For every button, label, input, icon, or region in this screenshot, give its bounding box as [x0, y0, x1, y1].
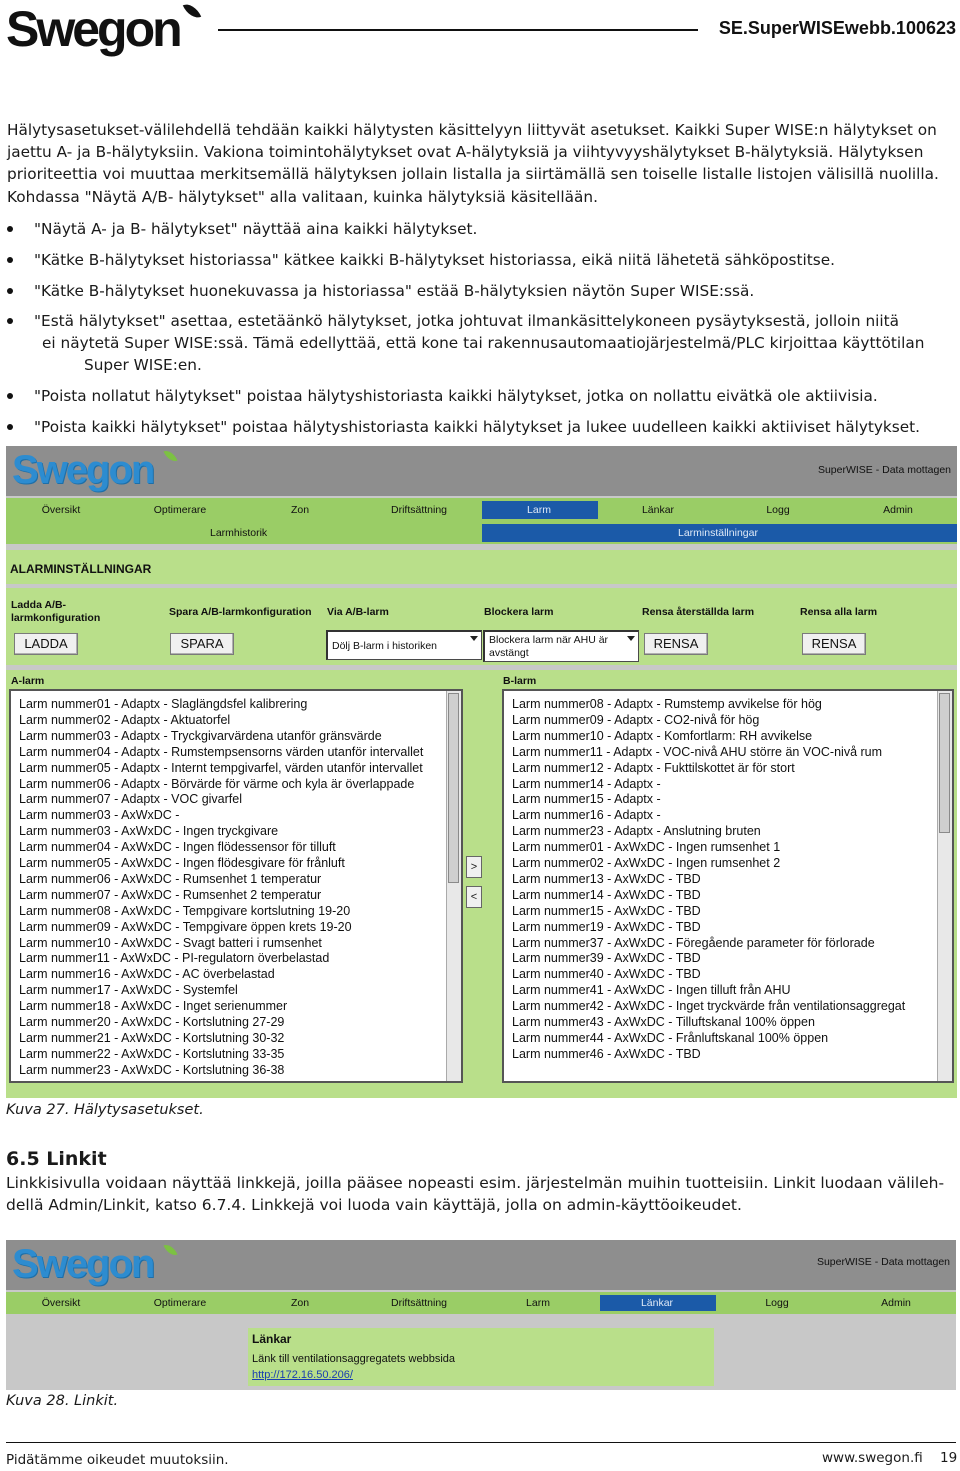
clear-all-button[interactable]: RENSA — [802, 633, 866, 655]
b-list-scrollbar[interactable] — [937, 691, 952, 1081]
figure-caption: Kuva 27. Hälytysasetukset. — [6, 1102, 204, 1118]
alarm-list-item[interactable]: Larm nummer03 - AxWxDC - Ingen tryckgivare — [19, 824, 279, 839]
load-button[interactable]: LADDA — [14, 633, 78, 655]
alarm-list-item[interactable]: Larm nummer40 - AxWxDC - TBD — [512, 967, 701, 982]
chevron-down-icon — [627, 636, 635, 641]
nav-larm[interactable]: Larm — [526, 1297, 550, 1309]
bullet-text: "Kätke B-hälytykset huonekuvassa ja historiassa" estää B-hälytyksien näytön Super WISE:ssä. — [34, 282, 755, 300]
via-ab-label: Via A/B-larm — [327, 606, 389, 618]
alarm-list-item[interactable]: Larm nummer19 - AxWxDC - TBD — [512, 919, 701, 934]
block-alarm-label: Blockera larm — [484, 606, 554, 618]
footer-disclaimer: Pidätämme oikeudet muutoksiin. — [6, 1452, 229, 1468]
alarm-list-item[interactable]: Larm nummer41 - AxWxDC - Ingen tilluft från AHU — [512, 983, 791, 998]
nav-optimerare[interactable]: Optimerare — [153, 504, 207, 516]
alarm-list-item[interactable]: Larm nummer23 - Adaptx - Anslutning bruten — [512, 824, 761, 839]
section-line: dellä Admin/Linkit, katso 6.7.4. Linkkejä voi luoda vain käyttäjä, jolla on admin-käyttöoikeudet. — [6, 1196, 742, 1215]
alarm-list-item[interactable]: Larm nummer37 - AxWxDC - Föregående parameter för förlorade — [512, 935, 875, 950]
a-list-label: A-larm — [11, 675, 45, 687]
alarm-list-item[interactable]: Larm nummer43 - AxWxDC - Tilluftskanal 100% öppen — [512, 1015, 815, 1029]
alarm-list-item[interactable]: Larm nummer23 - AxWxDC - Kortslutning 36-38 — [19, 1062, 285, 1077]
bullet-dot — [7, 257, 13, 263]
intro-line: Kohdassa "Näytä A/B- hälytykset" alla valitaan, kuinka hälytyksiä käsitellään. — [7, 187, 598, 206]
a-alarm-list[interactable] — [9, 689, 463, 1083]
section-heading: 6.5 Linkit — [6, 1148, 107, 1170]
clear-all-label: Rensa alla larm — [800, 606, 878, 618]
link-description: Länk till ventilationsaggregatets webbsida — [252, 1353, 456, 1365]
reset-restored-button[interactable]: RENSA — [644, 633, 708, 655]
nav-oversikt[interactable]: Översikt — [41, 1297, 81, 1309]
bullet-dot — [7, 226, 13, 232]
bullet-text: "Estä hälytykset" asettaa, estetäänkö hälytykset, jotka johtuvat ilmankäsittelykoneen pysäytyksestä, jolloin niitä — [34, 312, 900, 330]
screenshot-links — [6, 1240, 956, 1390]
links-box — [248, 1328, 714, 1386]
nav-optimerare[interactable]: Optimerare — [153, 1297, 207, 1309]
app-logo: Swegon — [12, 448, 154, 492]
alarm-list-item[interactable]: Larm nummer15 - Adaptx - — [512, 792, 661, 807]
alarm-list-item[interactable]: Larm nummer02 - AxWxDC - Ingen rumsenhet 2 — [512, 856, 781, 870]
a-list-scrollbar[interactable] — [446, 691, 461, 1081]
link-url[interactable]: http://172.16.50.206/ — [252, 1369, 353, 1381]
bullet-text: "Kätke B-hälytykset historiassa" kätkee kaikki B-hälytykset historiassa, eikä niitä lähetetä sähköpostitse. — [34, 251, 835, 269]
main-nav — [6, 498, 957, 522]
save-button[interactable]: SPARA — [170, 633, 234, 655]
intro-line: prioriteettia voi muuttaa merkitsemällä hälytyksen jollain listalla ja siirtämällä sen toiselle listalle listojen välisillä nuolilla. — [7, 165, 939, 184]
alarm-list-item[interactable]: Larm nummer15 - AxWxDC - TBD — [512, 903, 701, 918]
alarm-list-item[interactable]: Larm nummer04 - AxWxDC - Ingen flödessensor för tilluft — [19, 840, 336, 855]
section-title: ALARMINSTÄLLNINGAR — [10, 562, 152, 576]
save-config-label: Spara A/B-larmkonfiguration — [169, 606, 312, 618]
alarm-list-item[interactable]: Larm nummer04 - Adaptx - Rumstempsensorns värden utanför intervallet — [19, 744, 424, 759]
alarm-list-item[interactable]: Larm nummer03 - Adaptx - Tryckgivarvärdena utanför gränsvärde — [19, 728, 382, 743]
alarm-list-item[interactable]: Larm nummer06 - Adaptx - Börvärde för värme och kyla är överlappade — [19, 776, 415, 791]
alarm-list-item[interactable]: Larm nummer17 - AxWxDC - Systemfel — [19, 983, 238, 998]
alarm-list-item[interactable]: Larm nummer20 - AxWxDC - Kortslutning 27-29 — [19, 1015, 285, 1029]
bullet-dot — [7, 424, 13, 430]
alarm-list-item[interactable]: Larm nummer05 - AxWxDC - Ingen flödesgivare för frånluft — [19, 856, 345, 870]
alarm-list-item[interactable]: Larm nummer06 - AxWxDC - Rumsenhet 1 temperatur — [19, 871, 322, 886]
nav-driftsattning[interactable]: Driftsättning — [390, 504, 448, 516]
app-logo: Swegon — [12, 1242, 154, 1286]
alarm-list-item[interactable]: Larm nummer44 - AxWxDC - Frånluftskanal 100% öppen — [512, 1030, 829, 1045]
screenshot-alarm-settings — [6, 446, 957, 1098]
nav-oversikt[interactable]: Översikt — [41, 504, 81, 516]
subnav-larmhistorik[interactable]: Larmhistorik — [210, 527, 268, 539]
section-paragraph — [6, 1172, 944, 1216]
alarm-list-item[interactable]: Larm nummer01 - Adaptx - Slaglängdsfel kalibrering — [19, 697, 308, 711]
alarm-list-item[interactable]: Larm nummer07 - AxWxDC - Rumsenhet 2 temperatur — [19, 887, 322, 902]
a-list-scroll-thumb[interactable] — [448, 693, 459, 883]
move-left-button[interactable]: < — [466, 886, 482, 908]
alarm-list-item[interactable]: Larm nummer09 - Adaptx - CO2-nivå för hög — [512, 712, 760, 727]
figure-caption: Kuva 28. Linkit. — [6, 1393, 119, 1409]
alarm-list-item[interactable]: Larm nummer01 - AxWxDC - Ingen rumsenhet 1 — [512, 840, 781, 855]
main-nav — [6, 1292, 956, 1314]
alarm-list-item[interactable]: Larm nummer08 - AxWxDC - Tempgivare kortslutning 19-20 — [19, 903, 351, 918]
alarm-list-item[interactable]: Larm nummer11 - AxWxDC - PI-regulatorn överbelastad — [19, 951, 330, 966]
section-line: Linkkisivulla voidaan näyttää linkkejä, joilla pääsee nopeasti esim. järjestelmän muihin tuotteisiin. Linkit luodaan välileh- — [6, 1174, 945, 1192]
footer-website[interactable]: www.swegon.fi — [822, 1450, 923, 1466]
app-status-title: SuperWISE - Data mottagen — [817, 464, 951, 476]
app-banner — [6, 1240, 956, 1290]
app-logo-leaf-icon — [163, 1242, 177, 1258]
section-header — [6, 550, 957, 584]
alarm-list-item[interactable]: Larm nummer03 - AxWxDC - — [19, 808, 180, 823]
page-number: 19 — [940, 1450, 958, 1466]
alarm-list-item[interactable]: Larm nummer22 - AxWxDC - Kortslutning 33-35 — [19, 1046, 285, 1061]
alarm-list-item[interactable]: Larm nummer16 - Adaptx - — [512, 808, 661, 823]
nav-zon[interactable]: Zon — [290, 1297, 310, 1309]
intro-line: Hälytysasetukset-välilehdellä tehdään kaikki hälytysten käsittelyyn liittyvät asetukset. Kaikki Super WISE:n hälytykset on — [7, 121, 937, 139]
alarm-list-item[interactable]: Larm nummer18 - AxWxDC - Inget serienummer — [19, 999, 288, 1014]
alarm-list-item[interactable]: Larm nummer10 - AxWxDC - Svagt batteri i rumsenhet — [19, 935, 322, 950]
bullet-dot — [7, 288, 13, 294]
nav-logg[interactable]: Logg — [766, 504, 790, 516]
app-logo-leaf-icon — [163, 448, 177, 464]
bullet-dot — [7, 393, 13, 399]
alarm-list-item[interactable]: Larm nummer39 - AxWxDC - TBD — [512, 951, 701, 966]
bullet-text: "Näytä A- ja B- hälytykset" näyttää aina kaikki hälytykset. — [34, 220, 478, 238]
app-banner — [6, 446, 957, 496]
document-code: SE.SuperWISEwebb.100623 — [718, 18, 956, 38]
nav-admin[interactable]: Admin — [883, 504, 913, 516]
nav-lankar[interactable]: Länkar — [640, 1297, 674, 1309]
nav-logg[interactable]: Logg — [765, 1297, 789, 1309]
alarm-list-item[interactable]: Larm nummer14 - AxWxDC - TBD — [512, 887, 701, 902]
lists-area — [6, 670, 957, 1098]
bullet-dot — [7, 318, 13, 324]
alarm-list-item[interactable]: Larm nummer07 - Adaptx - VOC givarfel — [19, 792, 242, 807]
alarm-list-item[interactable]: Larm nummer21 - AxWxDC - Kortslutning 30-32 — [19, 1030, 285, 1045]
controls-row — [6, 588, 957, 665]
alarm-list-item[interactable]: Larm nummer02 - Adaptx - Aktuatorfel — [19, 712, 231, 727]
via-ab-select[interactable]: Dölj B-larm i historiken — [326, 630, 482, 660]
alarm-list-item[interactable]: Larm nummer46 - AxWxDC - TBD — [512, 1046, 701, 1061]
load-config-label: Ladda A/B- larmkonfiguration — [11, 599, 101, 624]
subnav-larminstallningar[interactable]: Larminställningar — [678, 527, 758, 539]
alarm-list-item[interactable]: Larm nummer10 - Adaptx - Komfortlarm: RH avvikelse — [512, 728, 813, 743]
reset-restored-label: Rensa återställda larm — [642, 606, 755, 618]
nav-admin[interactable]: Admin — [881, 1297, 911, 1309]
logo-leaf-icon — [183, 0, 201, 21]
bullet-text: Super WISE:en. — [84, 356, 202, 374]
alarm-list-item[interactable]: Larm nummer09 - AxWxDC - Tempgivare öppen krets 19-20 — [19, 919, 352, 934]
move-right-button[interactable]: > — [466, 856, 482, 878]
alarm-list-item[interactable]: Larm nummer13 - AxWxDC - TBD — [512, 871, 701, 886]
nav-lankar[interactable]: Länkar — [641, 504, 675, 516]
b-list-label: B-larm — [503, 675, 537, 687]
app-status-title: SuperWISE - Data mottagen — [816, 1256, 950, 1268]
intro-line: jaettu A- ja B-hälytyksiin. Vakiona toimintohälytykset ovat A-hälytyksiä ja viihtyvyyshälytykset B-hälytyksiä. Hälytyksen — [7, 143, 924, 162]
nav-driftsattning[interactable]: Driftsättning — [390, 1297, 448, 1309]
links-box-title: Länkar — [252, 1332, 292, 1346]
alarm-list-item[interactable]: Larm nummer11 - Adaptx - VOC-nivå AHU större än VOC-nivå rum — [512, 744, 883, 759]
chevron-down-icon — [470, 636, 478, 641]
b-alarm-list[interactable] — [502, 689, 954, 1083]
alarm-list-item[interactable]: Larm nummer12 - Adaptx - Fukttilskottet är för stort — [512, 760, 795, 775]
nav-larm[interactable]: Larm — [527, 504, 551, 516]
header-rule — [218, 29, 698, 31]
block-alarm-select[interactable]: Blockera larm när AHU är avstängt — [483, 630, 639, 662]
bullet-text: "Poista kaikki hälytykset" poistaa hälytyshistoriasta kaikki hälytykset ja lukee uudelleen kaikki aktiiviset hälytykset. — [34, 418, 921, 436]
bullet-text: "Poista nollatut hälytykset" poistaa hälytyshistoriasta kaikki hälytykset, jotka on nollattu eivätkä ole aktiivisia. — [34, 387, 878, 405]
bullet-text: ei näytetä Super WISE:ssä. Tämä edellyttää, että kone tai rakennusautomaatiojärjestelmä/PLC kirjoittaa käyttötilan — [42, 334, 925, 352]
alarm-list-item[interactable]: Larm nummer05 - Adaptx - Internt tempgivarfel, värden utanför intervallet — [19, 760, 423, 775]
swegon-logo: Swegon — [6, 1, 180, 57]
intro-paragraph — [7, 119, 939, 208]
b-list-scroll-thumb[interactable] — [939, 693, 950, 833]
footer-rule — [6, 1442, 956, 1443]
sub-nav — [6, 522, 957, 544]
alarm-list-item[interactable]: Larm nummer42 - AxWxDC - Inget tryckvärde från ventilationsaggregat — [512, 999, 906, 1014]
nav-zon[interactable]: Zon — [290, 504, 310, 516]
alarm-list-item[interactable]: Larm nummer14 - Adaptx - — [512, 776, 661, 791]
alarm-list-item[interactable]: Larm nummer08 - Adaptx - Rumstemp avvikelse för hög — [512, 697, 822, 711]
alarm-list-item[interactable]: Larm nummer16 - AxWxDC - AC överbelastad — [19, 967, 275, 982]
